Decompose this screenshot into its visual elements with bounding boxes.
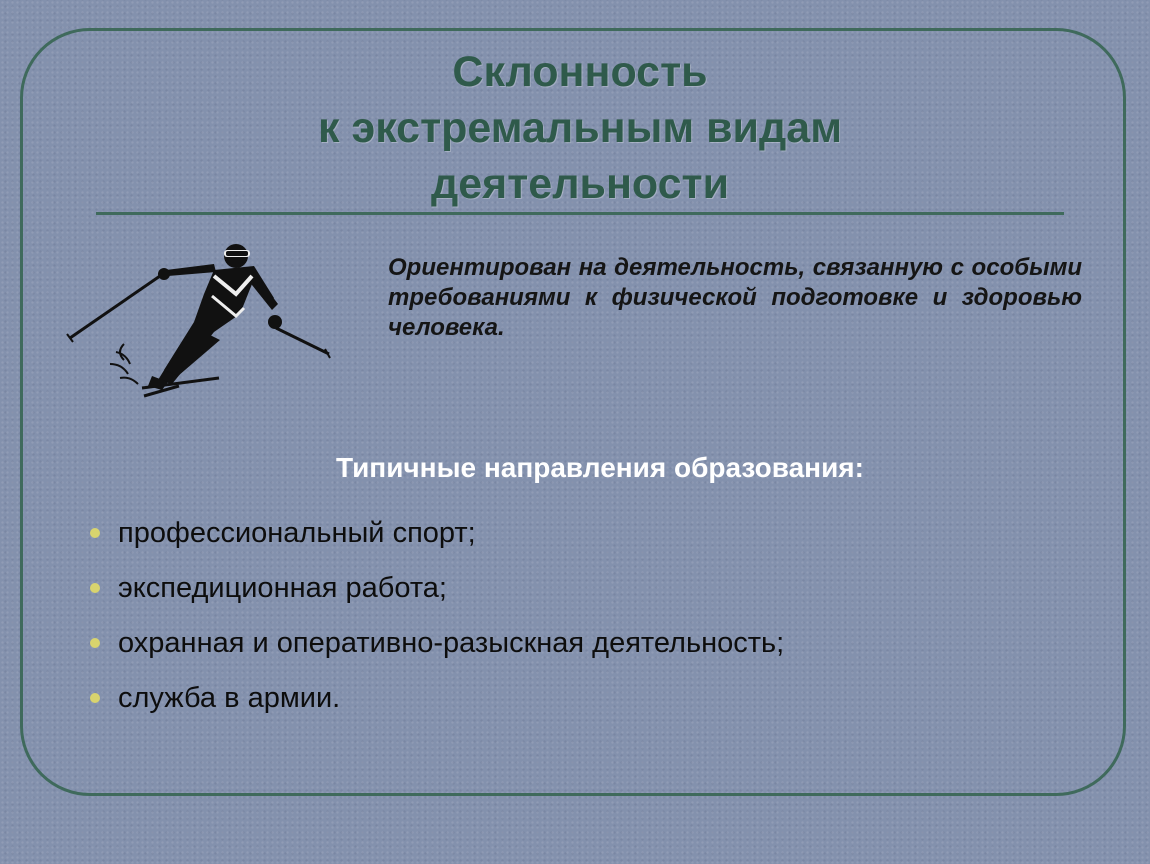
title-line-2: к экстремальным видам bbox=[318, 104, 842, 152]
list-item bbox=[90, 505, 784, 560]
list-item-text: экспедиционная работа; bbox=[118, 571, 447, 604]
education-directions-heading: Типичные направления образования: bbox=[336, 452, 864, 483]
list-item-text: охранная и оперативно-разыскная деятельность; bbox=[118, 626, 785, 659]
title-line-1: Склонность bbox=[452, 48, 708, 96]
slide-title bbox=[160, 44, 1000, 212]
title-line-3: деятельности bbox=[430, 160, 730, 208]
list-item-text: служба в армии. bbox=[118, 681, 341, 714]
education-directions-list bbox=[90, 505, 784, 725]
list-item-text: профессиональный спорт; bbox=[118, 516, 476, 549]
bullet-icon bbox=[90, 638, 100, 648]
skier-icon bbox=[64, 236, 344, 406]
title-divider bbox=[96, 212, 1064, 215]
bullet-icon bbox=[90, 693, 100, 703]
list-item bbox=[90, 670, 784, 725]
list-item bbox=[90, 560, 784, 615]
bullet-icon bbox=[90, 528, 100, 538]
description-text: Ориентирован на деятельность, связанную с особыми требованиями к физической подготовке и здоровью человека. bbox=[388, 254, 1082, 341]
bullet-icon bbox=[90, 583, 100, 593]
list-item bbox=[90, 615, 784, 670]
